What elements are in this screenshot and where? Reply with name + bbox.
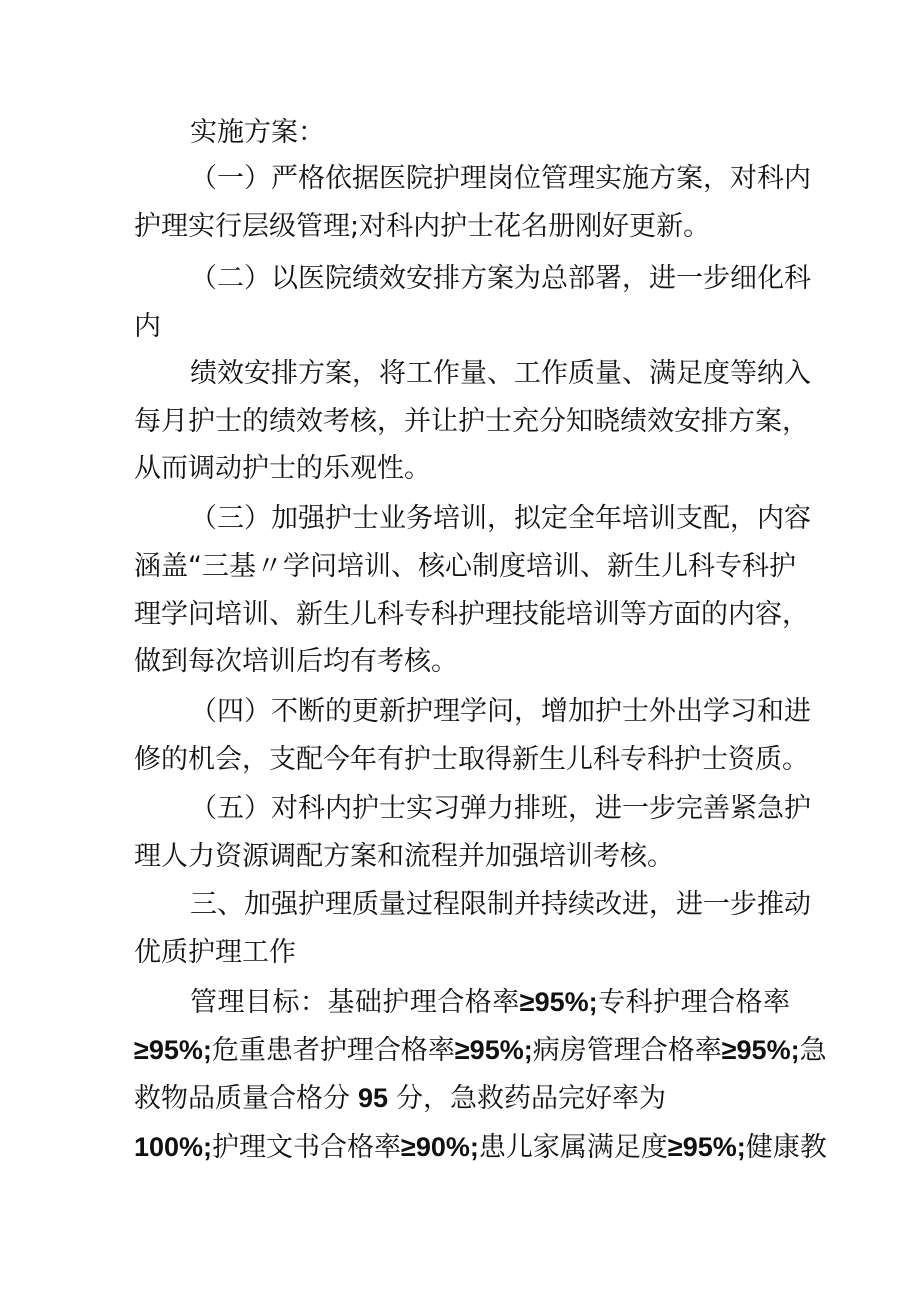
paragraph-line: 实施方案： [190,117,325,148]
section-heading-line: 优质护理工作 [134,937,296,968]
paragraph-line: 做到每次培训后均有考核。 [134,646,458,677]
paragraph-line: 每月护士的绩效考核，并让护士充分知晓绩效安排方案， [134,406,809,437]
goals-text: 健康教 [745,1132,827,1163]
goals-text: 救物品质量合格分 [134,1083,350,1114]
goals-number: ≥95%; [454,1035,533,1065]
goals-number: ≥95%; [667,1132,746,1162]
goals-line [134,1033,827,1067]
goals-text: 急 [799,1035,827,1066]
paragraph-line: 理学问培训、新生儿科专科护理技能培训等方面的内容， [134,599,809,630]
goals-number: ≥95%; [721,1035,800,1065]
goals-text: 危重患者护理合格率 [211,1035,455,1066]
paragraph-line: 从而调动护士的乐观性。 [134,453,431,484]
goals-text: 管理目标：基础护理合格率 [190,987,520,1018]
goals-number: ≥95%; [519,987,598,1017]
paragraph-line: （五）对科内护士实习弹力排班，进一步完善紧急护 [190,793,811,824]
goals-text: 分，急救药品完好率为 [396,1083,667,1114]
goals-line [134,1081,666,1115]
paragraph-line: 绩效安排方案，将工作量、工作质量、满足度等纳入 [190,358,811,389]
paragraph-line: （三）加强护士业务培训，拟定全年培训支配，内容 [190,503,811,534]
paragraph-line: 修的机会，支配今年有护士取得新生儿科专科护士资质。 [134,744,809,775]
goals-number: 100%; [134,1132,213,1162]
goals-text: 患儿家属满足度 [478,1132,668,1163]
paragraph-line: （一）严格依据医院护理岗位管理实施方案，对科内 [190,163,811,194]
goals-text: 病房管理合格率 [532,1035,722,1066]
paragraph-line: 涵盖“三基〃学问培训、核心制度培训、新生儿科专科护 [134,551,796,582]
goals-number: 95 [358,1083,389,1113]
paragraph-line: 护理实行层级管理;对科内护士花名册刚好更新。 [134,211,711,242]
goals-text: 护理文书合格率 [212,1132,402,1163]
paragraph-line: （四）不断的更新护理学问，增加护士外出学习和进 [190,696,811,727]
paragraph-line: 理人力资源调配方案和流程并加强培训考核。 [134,841,674,872]
goals-text: 专科护理合格率 [597,987,791,1018]
section-heading-line: 三、加强护理质量过程限制并持续改进，进一步推动 [190,889,811,920]
paragraph-line: （二）以医院绩效安排方案为总部署，进一步细化科 [190,263,811,294]
goals-number: ≥90%; [401,1132,479,1162]
goals-line [190,985,790,1019]
paragraph-line: 内 [134,311,161,342]
goals-line [134,1130,827,1164]
goals-number: ≥95%; [134,1035,212,1065]
